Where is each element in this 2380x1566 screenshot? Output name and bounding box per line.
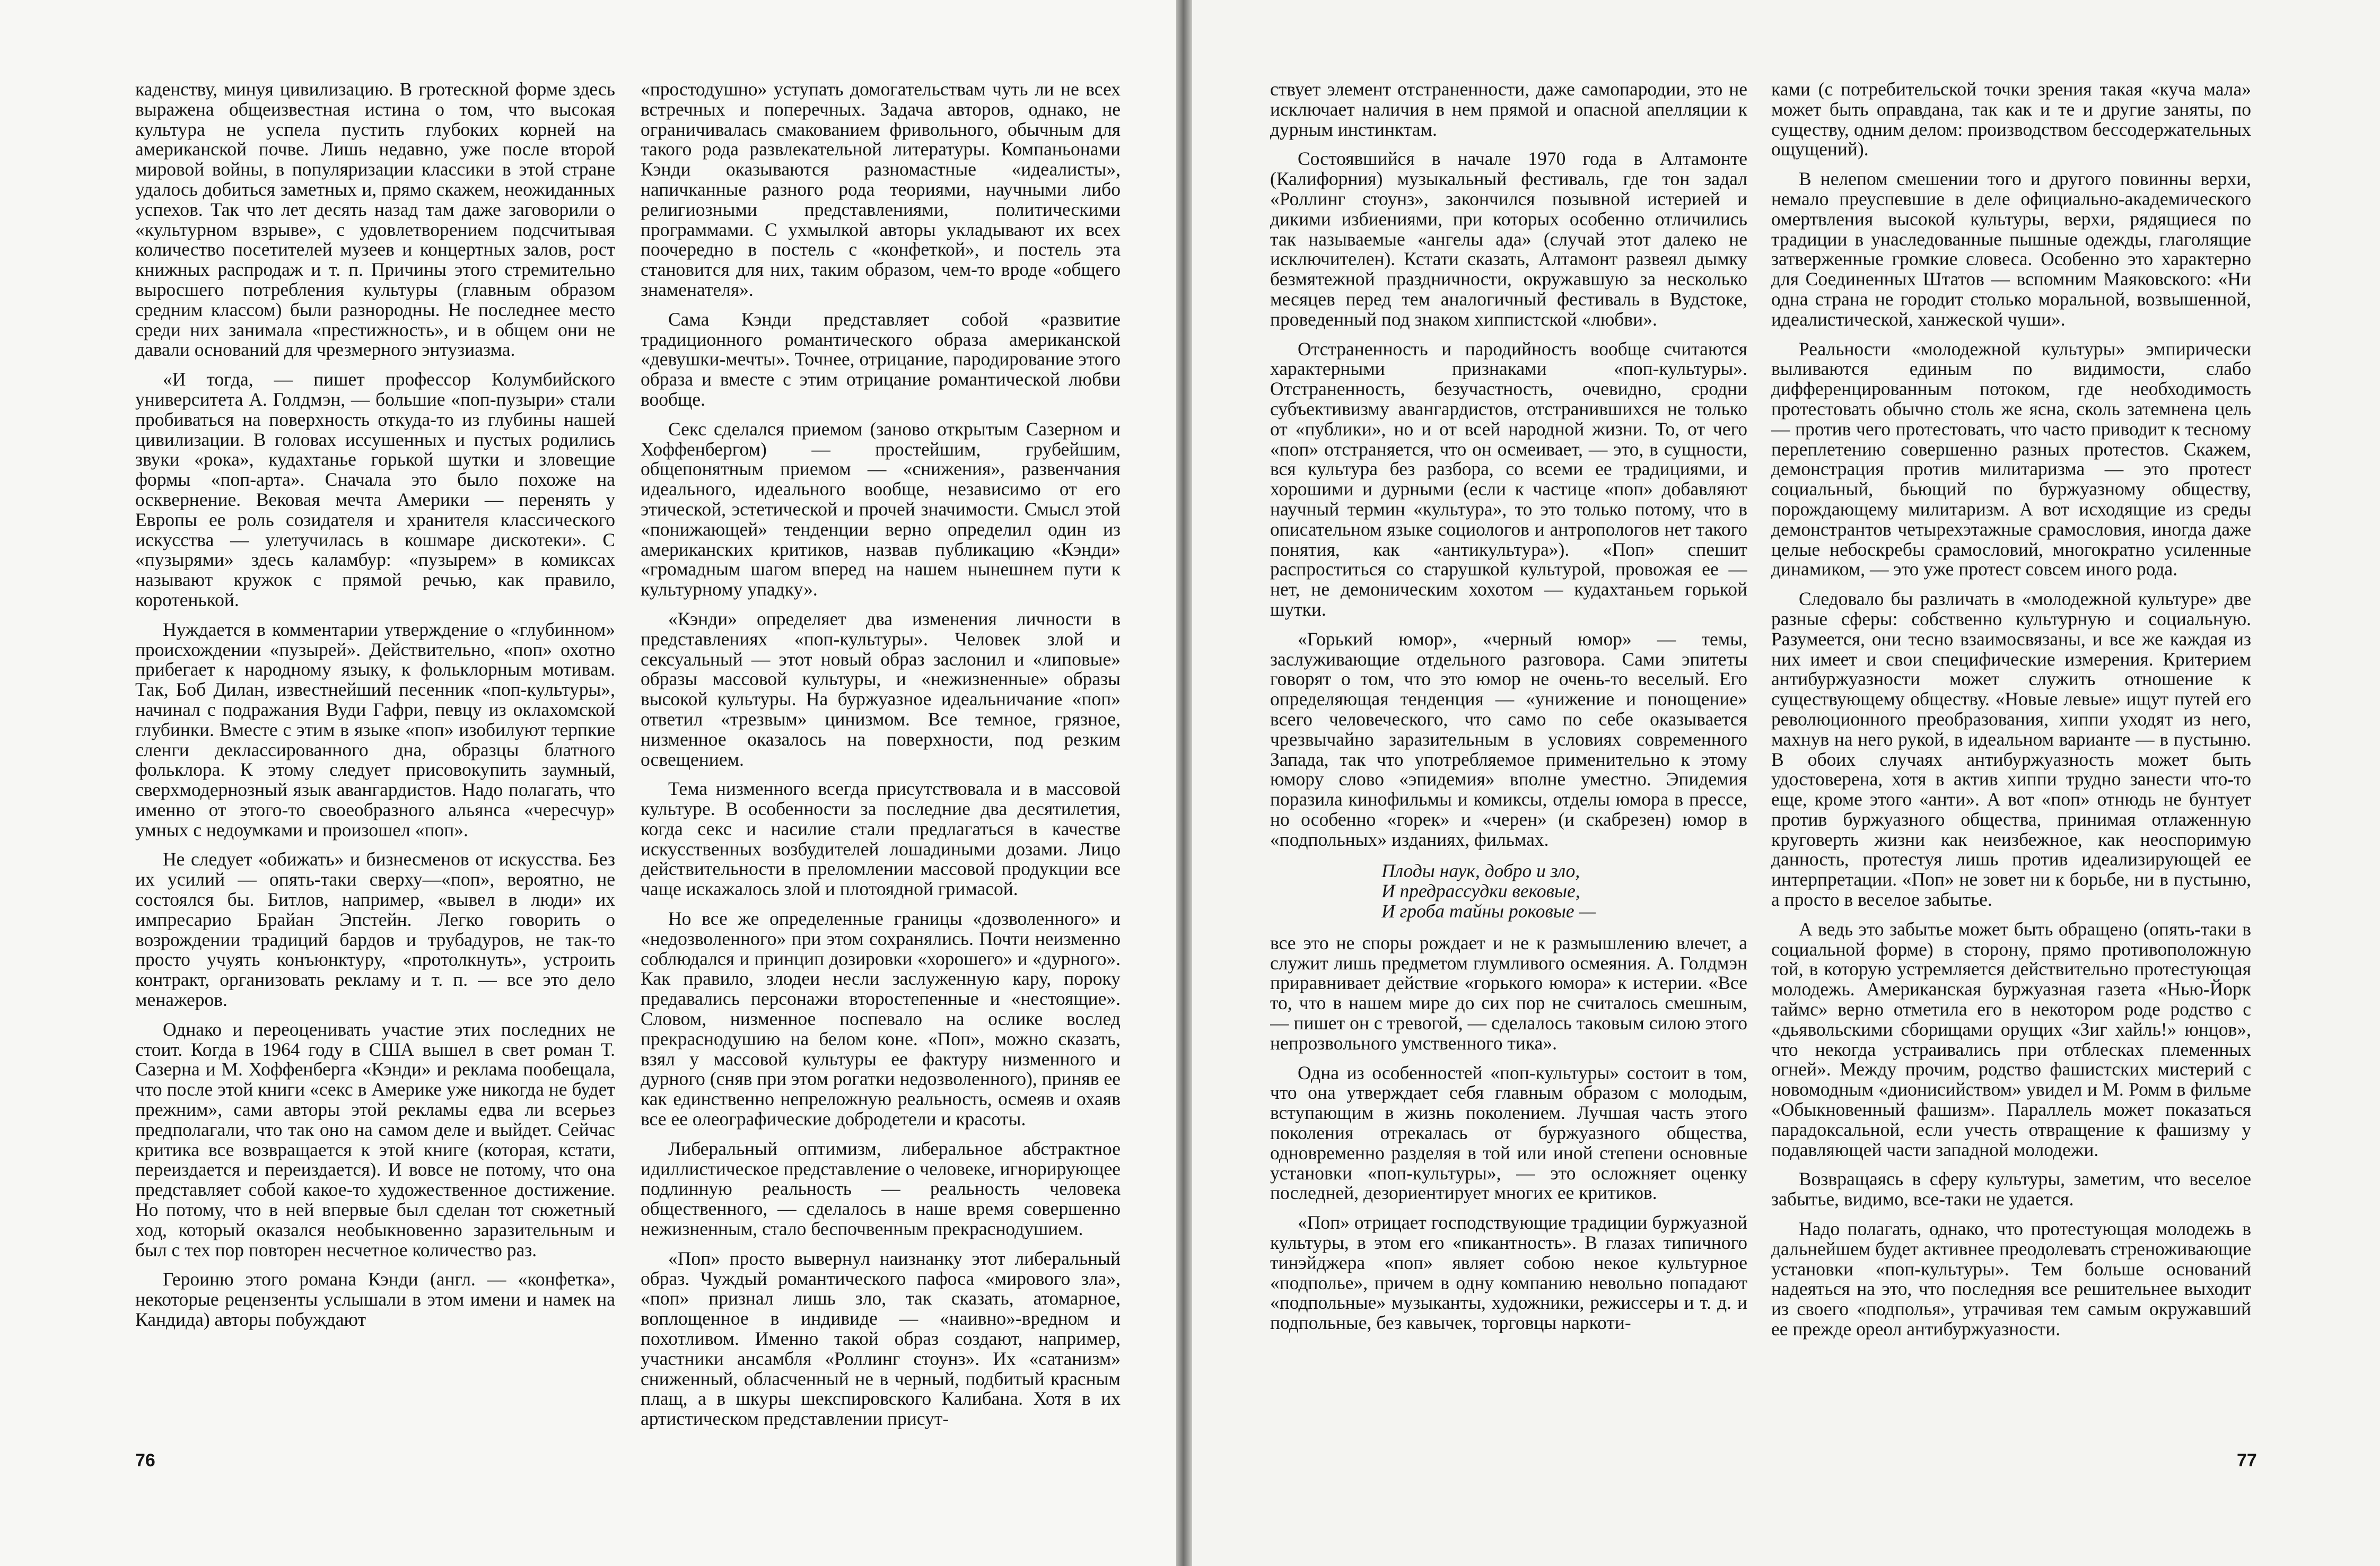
book-spine-gutter	[1176, 0, 1192, 1566]
paragraph: Надо полагать, однако, что протестующая молодежь в дальнейшем будет активнее преодолевать стреноживающие установки «поп-культуры». Тем больше оснований надеяться на это, что последняя все решительнее выходит из своего «подполья», утрачивая тем самым окружавший ее прежде ореол антибуржуазности.	[1771, 1218, 2251, 1340]
page-number-right: 77	[2237, 1450, 2257, 1471]
poem-line: Плоды наук, добро и зло,	[1381, 860, 1580, 882]
left-page	[0, 0, 1176, 1566]
paragraph: «Кэнди» определяет два изменения личности в представлениях «поп-культуры». Человек злой и сексуальный — этот новый образ заслонил и «липовые» образы массовой культуры, и «нежизненные» образы высокой культуры. На буржуазное идеальничание «поп» ответил «трезвым» цинизмом. Все темное, грязное, низменное оказалось на поверхности, под резким освещением.	[641, 608, 1121, 770]
paragraph: Реальности «молодежной культуры» эмпирически выливаются единым по видимости, слабо дифференцированным потоком, где необходимость протестовать обычно столь же ясна, сколь затемнена цель — против чего протестовать, что часто приводит к тесному переплетению совершенно разных протестов. Скажем, демонстрация против милитаризма — это протест социальный, бьющий по буржуазному обществу, порождающему милитаризм. А вот исходящие из среды демонстрантов четырехэтажные срамословия, иногда даже целые небоскребы срамословий, многократно усиленные динамиком, — это уже протест совсем иного рода.	[1771, 338, 2251, 580]
page-number-left: 76	[135, 1450, 155, 1471]
paragraph: А ведь это забытье может быть обращено (опять-таки в социальной форме) в сторону, прямо противоположную той, в которую устремляется действительно протестующая молодежь. Американская буржуазная газета «Нью-Йорк таймс» верно отметила его в некотором роде родство с «дьявольскими сборищами орущих «Зиг хайль!» юнцов», что некогда устраивались при отблесках племенных огней». Между прочим, родство фашистских мистерий с новомодным «дионисийством» увидел и М. Ромм в фильме «Обыкновенный фашизм». Параллель может показаться парадоксальной, если учесть отвращение к фашизму у подавляющей части западной молодежи.	[1771, 918, 2251, 1160]
paragraph: Возвращаясь в сферу культуры, заметим, что веселое забытье, видимо, все-таки не удается.	[1771, 1168, 2251, 1210]
paragraph: «И тогда, — пишет профессор Колумбийского университета А. Голдмэн, — большие «поп-пузыри» стали пробиваться на поверхность откуда-то из глубины нашей цивилизации. В головах иссушенных и пустых родились звуки «рока», кудахтанье горькой шутки и зловещие формы «поп-арта». Сначала это было похоже на осквернение. Вековая мечта Америки — перенять у Европы ее роль созидателя и хранителя классического искусства — улетучилась в кошмаре дискотеки». С «пузырями» здесь каламбур: «пузырем» в комиксах называют кружок с прямой речью, как правило, коротенькой.	[135, 369, 615, 610]
paragraph: Нуждается в комментарии утверждение о «глубинном» происхождении «пузырей». Действительно, «поп» охотно прибегает к народному языку, к фольклорным мотивам. Так, Боб Дилан, известнейший песенник «поп-культуры», начинал с подражания Вуди Гафри, певцу из оклахомской глубинки. Вместе с этим в языке «поп» изобилуют терпкие сленги деклассированного дна, образцы блатного фольклора. К этому следует присовокупить заумный, сверхмодернозный язык авангардистов. Надо полагать, что именно от этого-то своеобразного альянса «чересчур» умных с недоумками и произошел «поп».	[135, 618, 615, 841]
paragraph: Однако и переоценивать участие этих последних не стоит. Когда в 1964 году в США вышел в свет роман Т. Сазерна и М. Хоффенберга «Кэнди» и реклама пообещала, что после этой книги «секс в Америке уже никогда не будет прежним», сами авторы этой рекламы едва ли всерьез предполагали, что так оно на самом деле и выйдет. Сейчас критика все возвращается к этой книге (которая, кстати, переиздается и переиздается). И вовсе не потому, что она представляет собой какое-то художественное достижение. Но потому, что в ней впервые был сделан тот сюжетный ход, который оказался необыкновенно заразительным и был с тех пор повторен несчетное количество раз.	[135, 1018, 615, 1261]
paragraph: Одна из особенностей «поп-культуры» состоит в том, что она утверждает себя главным образом с молодым, вступающим в жизнь поколением. Лучшая часть этого поколения отрекалась от буржуазного общества, одновременно разделяя в той или иной степени основные установки «поп-культуры», — это осложняет оценку последней, дезориентирует многих ее критиков.	[1270, 1062, 1747, 1204]
paragraph: «Горький юмор», «черный юмор» — темы, заслуживающие отдельного разговора. Сами эпитеты говорят о том, что это юмор не очень-то веселый. Его определяющая тенденция — «унижение и понощение» всего человеческого, что само по себе оказывается чрезвычайно заразительным в условиях современного Запада, так что употребляемое применительно к этому юмору слово «эпидемия» вполне уместно. Эпидемия поразила кинофильмы и комиксы, отделы юмора в прессе, но особенно «горек» и «черен» (и скабрезен) юмор в «подпольных» изданиях, фильмах.	[1270, 628, 1747, 850]
paragraph: Тема низменного всегда присутствовала и в массовой культуре. В особенности за последние два десятилетия, когда секс и насилие стали предлагаться в качестве искусственных возбудителей лошадиными дозами. Лицо действительности в преломлении массовой продукции все чаще искажалось злой и плотоядной гримасой.	[641, 778, 1121, 900]
paragraph: «Поп» просто вывернул наизнанку этот либеральный образ. Чуждый романтического пафоса «мирового зла», «поп» признал лишь зло, так сказать, атомарное, воплощенное в индивиде — «наивно»-вредном и похотливом. Именно такой образ создают, например, участники ансамбля «Роллинг стоунз». Их «сатанизм» сниженный, обласченный не в черный, подбитый красным плащ, а в шкуры шекспировского Калибана. Хотя в их артистическом представлении присут-	[641, 1247, 1121, 1430]
paragraph: Героиню этого романа Кэнди (англ. — «конфетка», некоторые рецензенты услышали в этом имени и намек на Кандида) авторы побуждают	[135, 1268, 615, 1331]
right-page-column-1	[1270, 80, 1747, 1437]
right-page-column-2	[1771, 80, 2251, 1437]
paragraph: В нелепом смешении того и другого повинны верхи, немало преуспевшие в деле официально-академического омертвления высокой культуры, верхи, рядящиеся по традиции в унаследованные пышные одежды, глаголящие затверженные громкие словеса. Особенно это характерно для Соединенных Штатов — вспомним Маяковского: «Ни одна страна не городит столько моральной, возвышенной, идеалистической, ханжеской чуши».	[1771, 168, 2251, 330]
paragraph: каденству, минуя цивилизацию. В гротескной форме здесь выражена общеизвестная истина о том, что высокая культура не успела пустить глубоких корней на американской почве. Лишь недавно, уже после второй мировой войны, в популяризации классики в этой стране удалось добиться заметных и, прямо скажем, неожиданных успехов. Так что лет десять назад там даже заговорили о «культурном взрыве», с удовлетворением подсчитывая количество посетителей музеев и концертных залов, рост книжных распродаж и т. п. Причины этого стремительно выросшего потребления культуры (главным образом средним классом) были разнородны. Не последнее место среди них занимала «престижность», и в общем они не давали оснований для чрезмерного энтузиазма.	[135, 80, 615, 361]
paragraph: Не следует «обижать» и бизнесменов от искусства. Без их усилий — опять-таки сверху—«поп», вероятно, не состоялся бы. Битлов, например, «вывел в люди» их импресарио Брайан Эпстейн. Легко говорить о возрождении традиций бардов и трубадуров, не так-то просто учуять конъюнктуру, «протолкнуть», устроить контракт, организовать рекламу и т. п. — все это дело менажеров.	[135, 848, 615, 1011]
poem-quote	[1270, 861, 1747, 921]
paragraph: «простодушно» уступать домогательствам чуть ли не всех встречных и поперечных. Задача авторов, однако, не ограничивалась смакованием фривольного, обычным для такого рода развлекательной литературы. Компаньонами Кэнди оказываются разномастные «идеалисты», напичканные разного рода теориями, научными либо религиозными представлениями, политическими программами. С ухмылкой авторы укладывают их всех поочередно в постель с «конфеткой», и постель эта становится для них, таким образом, чем-то вроде «общего знаменателя».	[641, 80, 1121, 300]
paragraph: Сама Кэнди представляет собой «развитие традиционного романтического образа американской «девушки-мечты». Точнее, отрицание, пародирование этого образа и вместе с этим отрицание романтической любви вообще.	[641, 308, 1121, 410]
paragraph: ками (с потребительской точки зрения такая «куча мала» может быть оправдана, так как и те и другие заняты, по существу, одним делом: производством бессодержательных ощущений).	[1771, 80, 2251, 160]
paragraph: «Поп» отрицает господствующие традиции буржуазной культуры, в этом его «пикантность». В глазах типичного тинэйджера «поп» являет собою некое культурное «подполье», причем в одну компанию невольно попадают «подпольные» музыканты, художники, режиссеры и т. д. и подпольные, без кавычек, торговцы наркоти-	[1270, 1212, 1747, 1334]
paragraph: все это не споры рождает и не к размышлению влечет, а служит лишь предметом глумливого осмеяния. А. Голдмэн приравнивает действие «горького юмора» к истерии. «Все то, что в нашем мире до сих пор не считалось смешным, — пишет он с тревогой, — сделалось таковым силою этого непрозвольного умственного тика».	[1270, 932, 1747, 1054]
left-page-column-2	[641, 80, 1121, 1437]
paragraph: Состоявшийся в начале 1970 года в Алтамонте (Калифорния) музыкальный фестиваль, где тон задал «Роллинг стоунз», закончился позывной истерией и дикими избиениями, при которых особенно отличились так называемые «ангелы ада» (случай этот далеко не исключителен). Кстати сказать, Алтамонт развеял дымку безмятежной праздничности, окружавшую за несколько месяцев перед тем аналогичный фестиваль в Вудстоке, проведенный под знаком хиппистской «любви».	[1270, 148, 1747, 330]
paragraph: Секс сделался приемом (заново открытым Сазерном и Хоффенбергом) — простейшим, грубейшим, общепонятным приемом — «снижения», развенчания идеального, идеального вообще, независимо от его этической, эстетической и прочей значимости. Смысл этой «понижающей» тенденции верно определил один из американских критиков, назвав публикацию «Кэнди» «громадным шагом вперед на нашем нынешнем пути к культурному упадку».	[641, 418, 1121, 600]
paragraph: ствует элемент отстраненности, даже самопародии, это не исключает наличия в нем прямой и опасной апелляции к дурным инстинктам.	[1270, 80, 1747, 140]
left-page-column-1	[135, 80, 615, 1437]
poem-line: И гроба тайны роковые —	[1381, 900, 1596, 922]
poem-line: И предрассудки вековые,	[1381, 880, 1580, 902]
paragraph: Следовало бы различать в «молодежной культуре» две разные сферы: собственно культурную и социальную. Разумеется, они тесно взаимосвязаны, и все же каждая из них имеет и свои специфические измерения. Критерием антибуржуазности может служить отношение к существующему обществу. «Новые левые» ищут путей его революционного преобразования, хиппи уходят из него, махнув на него рукой, в идеальном варианте — в пустыню. В обоих случаях антибуржуазность может быть удостоверена, хотя в актив хиппи трудно занести что-то еще, кроме этого «анти». А вот «поп» отнюдь не бунтует против буржуазного общества, принимая отлаженную круговерть жизни как неизбежное, как неоспоримую данность, протестуя лишь против идеализирующей ее интерпретации. «Поп» не зовет ни к борьбе, ни в пустыню, а просто в веселое забытье.	[1771, 588, 2251, 911]
paragraph: Но все же определенные границы «дозволенного» и «недозволенного» при этом сохранялись. Почти неизменно соблюдался и принцип дозировки «хорошего» и «дурного». Как правило, злодеи несли заслуженную кару, пороку предавались персонажи второстепенные и «нестоящие». Словом, низменное поспевало на ослике вослед прекраснодушию на белом коне. «Поп», можно сказать, взял у массовой культуры ее фактуру низменного и дурного (сняв при этом рогатки недозволенного), приняв ее как единственно непреложную реальность, осмеяв и охаяв все ее олеографические добродетели и красоты.	[641, 908, 1121, 1130]
paragraph: Либеральный оптимизм, либеральное абстрактное идиллистическое представление о человеке, игнорирующее подлинную реальность — реальность человека общественного, — сделалось в наше время совершенно нежизненным, стало беспочвенным прекраснодушием.	[641, 1138, 1121, 1240]
paragraph: Отстраненность и пародийность вообще считаются характерными признаками «поп-культуры». Отстраненность, безучастность, очевидно, сродни субъективизму авангардистов, отстранившихся не только от «публики», но и от всей народной жизни. То, от чего «поп» отстраняется, что он осмеивает, — это, в сущности, вся культура без разбора, со всеми ее традициями, и хорошими и дурными (если к частице «поп» добавляют научный термин «культура», то это только потому, что в описательном языке социологов и антропологов нет такого понятия, как «антикультура»). «Поп» спешит распроститься со старушкой культурой, провожая ее — нет, не демоническим хохотом — кудахтаньем горькой шутки.	[1270, 338, 1747, 620]
